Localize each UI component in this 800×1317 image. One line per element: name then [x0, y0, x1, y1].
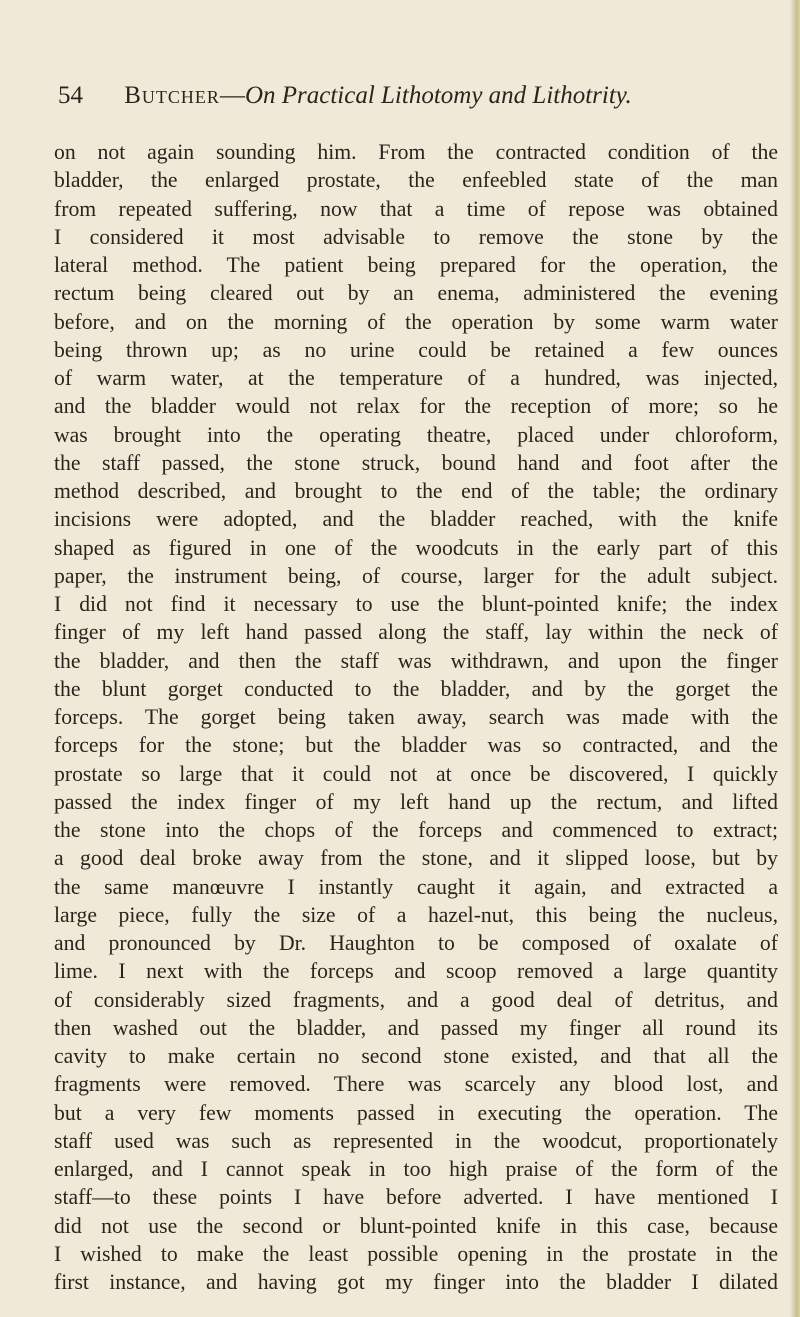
text-line: prostate so large that it could not at once be discovered, I quickly	[54, 761, 778, 786]
page-edge-shadow	[790, 0, 800, 1317]
text-line: large piece, fully the size of a hazel-nut, this being the nucleus,	[54, 902, 778, 927]
text-line: passed the index finger of my left hand up the rectum, and lifted	[54, 789, 778, 814]
text-line: staff—to these points I have before adverted. I have mentioned I	[54, 1185, 778, 1210]
text-line: before, and on the morning of the operation by some warm water	[54, 309, 778, 334]
text-line: first instance, and having got my finger into the bladder I dilated	[54, 1270, 778, 1294]
text-line: lateral method. The patient being prepared for the operation, the	[54, 253, 778, 277]
text-line: the same manœuvre I instantly caught it again, and extracted a	[54, 874, 778, 899]
running-head-separator: —	[219, 82, 245, 109]
text-line: the staff passed, the stone struck, bound hand and foot after the	[54, 450, 778, 475]
text-line: incisions were adopted, and the bladder reached, with the knife	[54, 507, 778, 532]
text-line: rectum being cleared out by an enema, administered the evening	[54, 281, 778, 306]
text-line: and the bladder would not relax for the reception of more; so he	[54, 394, 778, 419]
text-line: forceps for the stone; but the bladder was so contracted, and the	[54, 733, 778, 758]
text-line: the stone into the chops of the forceps and commenced to extract;	[54, 818, 778, 842]
text-line: paper, the instrument being, of course, larger for the adult subject.	[54, 563, 778, 588]
text-line: from repeated suffering, now that a time of repose was obtained	[54, 196, 778, 221]
text-line: the blunt gorget conducted to the bladder, and by the gorget the	[54, 676, 778, 701]
page-number: 54	[58, 82, 83, 109]
text-line: but a very few moments passed in executing the operation. The	[54, 1100, 778, 1125]
text-line: I wished to make the least possible opening in the prostate in the	[54, 1241, 778, 1266]
text-line: of warm water, at the temperature of a hundred, was injected,	[54, 366, 778, 390]
text-line: fragments were removed. There was scarcely any blood lost, and	[54, 1072, 778, 1097]
text-line: I considered it most advisable to remove the stone by the	[54, 224, 778, 249]
text-line: finger of my left hand passed along the staff, lay within the neck of	[54, 620, 778, 645]
text-line: I did not find it necessary to use the blunt-pointed knife; the index	[54, 592, 778, 616]
text-line: a good deal broke away from the stone, and it slipped loose, but by	[54, 846, 778, 871]
body-text	[54, 138, 778, 1296]
text-line: lime. I next with the forceps and scoop removed a large quantity	[54, 959, 778, 984]
text-line: of considerably sized fragments, and a good deal of detritus, and	[54, 987, 778, 1012]
running-head-title: On Practical Lithotomy and Lithotrity.	[244, 82, 632, 109]
text-line: being thrown up; as no urine could be retained a few ounces	[54, 337, 778, 362]
text-line: the bladder, and then the staff was withdrawn, and upon the finger	[54, 648, 778, 673]
text-line: and pronounced by Dr. Haughton to be composed of oxalate of	[54, 931, 778, 955]
text-line: staff used was such as represented in the woodcut, proportionately	[54, 1128, 778, 1153]
text-line: was brought into the operating theatre, placed under chloroform,	[54, 422, 778, 447]
text-line: then washed out the bladder, and passed my finger all round its	[54, 1015, 778, 1040]
text-line: bladder, the enlarged prostate, the enfeebled state of the man	[54, 168, 778, 193]
text-line: enlarged, and I cannot speak in too high praise of the form of the	[54, 1157, 778, 1181]
text-line: cavity to make certain no second stone existed, and that all the	[54, 1044, 778, 1068]
text-line: did not use the second or blunt-pointed knife in this case, because	[54, 1213, 778, 1238]
running-head-author: Butcher	[124, 82, 220, 109]
text-line: on not again sounding him. From the contracted condition of the	[54, 140, 778, 164]
text-line: method described, and brought to the end of the table; the ordinary	[54, 479, 778, 503]
text-line: forceps. The gorget being taken away, search was made with the	[54, 705, 778, 729]
text-line: shaped as figured in one of the woodcuts in the early part of this	[54, 535, 778, 560]
running-head	[58, 82, 758, 122]
